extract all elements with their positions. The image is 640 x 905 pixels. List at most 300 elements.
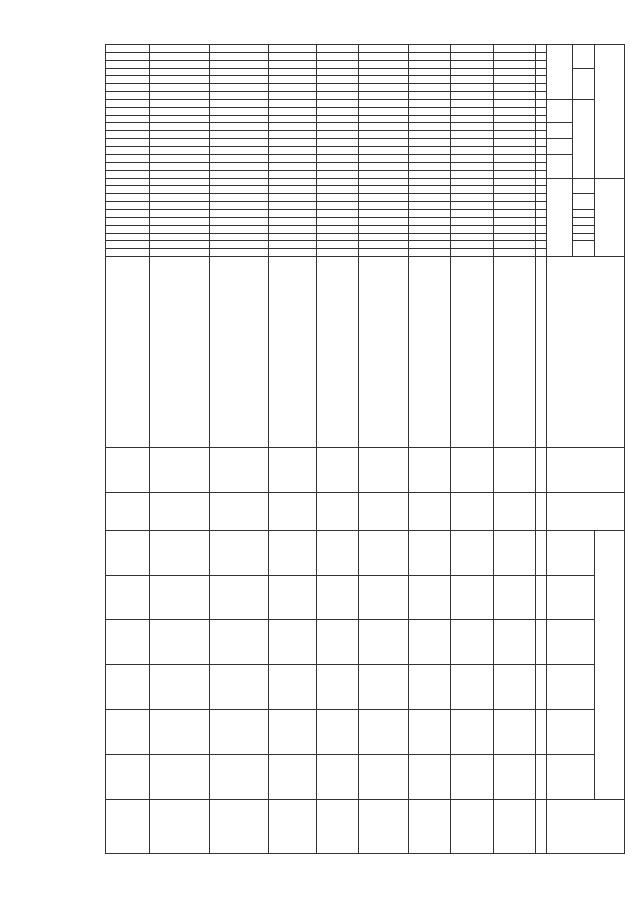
final-value-cell: [409, 799, 451, 853]
year-value-cell: [210, 710, 268, 755]
code-cell: [150, 209, 210, 217]
year-value-cell: [316, 665, 358, 710]
code-cell: [359, 107, 409, 115]
code-cell: [409, 249, 451, 257]
code-cell: [359, 209, 409, 217]
year-value-cell: [409, 620, 451, 665]
code-cell: [268, 68, 316, 76]
task-code-header: [572, 217, 594, 225]
code-cell: [359, 186, 409, 194]
code-cell: [409, 92, 451, 100]
code-cell: [316, 107, 358, 115]
code-cell: [210, 123, 268, 131]
year-header-1: [546, 530, 594, 575]
code-cell: [316, 52, 358, 60]
code-cell: [359, 178, 409, 186]
table-row: [359, 45, 409, 854]
code-cell: [316, 68, 358, 76]
code-cell: [409, 233, 451, 241]
code-cell: [493, 202, 535, 210]
code-cell: [493, 60, 535, 68]
table-row: [451, 45, 493, 854]
column-number: [535, 710, 546, 755]
program-code-header: [572, 178, 594, 194]
column-number: [535, 447, 546, 492]
code-cell: [268, 76, 316, 84]
code-cell: [106, 249, 150, 257]
code-cell: [451, 107, 493, 115]
code-cell: [316, 225, 358, 233]
code-cell: [451, 186, 493, 194]
year-value-cell: [210, 575, 268, 620]
code-cell: [316, 186, 358, 194]
code-cell: [493, 162, 535, 170]
code-cell: [451, 202, 493, 210]
year-value-cell: [268, 620, 316, 665]
code-cell: [451, 217, 493, 225]
code-cell: [316, 76, 358, 84]
subprogram-code-header: [572, 194, 594, 210]
description-cell: [451, 257, 493, 448]
description-column-header: [546, 257, 624, 448]
code-cell: [316, 92, 358, 100]
year-value-cell: [106, 665, 150, 710]
column-number: [535, 115, 546, 123]
code-cell: [359, 170, 409, 178]
year-value-cell: [150, 665, 210, 710]
year-value-cell: [316, 710, 358, 755]
code-cell: [409, 99, 451, 107]
code-cell: [493, 131, 535, 139]
code-cell: [150, 60, 210, 68]
code-cell: [359, 202, 409, 210]
code-cell: [106, 162, 150, 170]
column-number: [535, 68, 546, 76]
code-cell: [359, 194, 409, 202]
base-value-cell: [451, 492, 493, 530]
column-number: [535, 575, 546, 620]
code-cell: [451, 170, 493, 178]
code-subheader-spacer: [546, 45, 572, 100]
direction-subheader: [546, 139, 572, 155]
code-cell: [150, 202, 210, 210]
code-cell: [316, 241, 358, 249]
column-number: [535, 60, 546, 68]
code-cell: [359, 68, 409, 76]
code-cell: [359, 139, 409, 147]
code-cell: [210, 92, 268, 100]
code-cell: [359, 233, 409, 241]
code-cell: [493, 99, 535, 107]
code-cell: [210, 217, 268, 225]
base-value-cell: [493, 492, 535, 530]
code-cell: [268, 170, 316, 178]
code-cell: [316, 202, 358, 210]
code-cell: [150, 225, 210, 233]
code-cell: [210, 146, 268, 154]
code-cell: [451, 68, 493, 76]
final-value-cell: [268, 799, 316, 853]
unit-cell: [210, 447, 268, 492]
code-cell: [359, 217, 409, 225]
description-cell: [210, 257, 268, 448]
code-cell: [451, 99, 493, 107]
column-number: [535, 257, 546, 448]
code-cell: [359, 99, 409, 107]
code-cell: [316, 178, 358, 186]
code-cell: [409, 217, 451, 225]
code-cell: [268, 217, 316, 225]
code-cell: [268, 131, 316, 139]
code-cell: [316, 115, 358, 123]
code-cell: [106, 178, 150, 186]
year-value-cell: [409, 530, 451, 575]
year-value-cell: [493, 710, 535, 755]
code-cell: [268, 194, 316, 202]
code-cell: [409, 68, 451, 76]
column-number: [535, 665, 546, 710]
description-cell: [359, 257, 409, 448]
code-cell: [451, 146, 493, 154]
column-number: [535, 45, 546, 53]
code-cell: [493, 241, 535, 249]
code-cell: [106, 225, 150, 233]
code-cell: [316, 154, 358, 162]
year-value-cell: [451, 710, 493, 755]
year-value-cell: [150, 710, 210, 755]
final-value-cell: [210, 799, 268, 853]
code-cell: [493, 139, 535, 147]
code-cell: [451, 123, 493, 131]
code-cell: [210, 170, 268, 178]
column-number: [535, 202, 546, 210]
program-subheader: [546, 99, 572, 123]
year-value-cell: [316, 575, 358, 620]
code-cell: [268, 84, 316, 92]
year-value-cell: [493, 620, 535, 665]
code-cell: [409, 194, 451, 202]
column-number-row: [535, 45, 546, 854]
code-cell: [409, 146, 451, 154]
year-value-cell: [210, 754, 268, 799]
code-cell: [150, 107, 210, 115]
year-value-cell: [210, 665, 268, 710]
year-value-cell: [493, 754, 535, 799]
code-cell: [409, 76, 451, 84]
code-cell: [150, 178, 210, 186]
final-value-cell: [316, 799, 358, 853]
code-cell: [150, 249, 210, 257]
code-cell: [106, 186, 150, 194]
code-cell: [268, 115, 316, 123]
code-cell: [210, 60, 268, 68]
code-cell: [493, 217, 535, 225]
code-cell: [451, 52, 493, 60]
code-cell: [106, 76, 150, 84]
code-cell: [316, 249, 358, 257]
column-number: [535, 154, 546, 162]
code-cell: [106, 194, 150, 202]
column-number: [535, 107, 546, 115]
code-cell: [409, 84, 451, 92]
code-cell: [106, 233, 150, 241]
code-cell: [316, 146, 358, 154]
year-header-6: [546, 754, 594, 799]
code-cell: [106, 84, 150, 92]
code-cell: [268, 202, 316, 210]
column-number: [535, 123, 546, 131]
code-cell: [210, 139, 268, 147]
code-cell: [409, 123, 451, 131]
code-cell: [359, 84, 409, 92]
code-cell: [210, 186, 268, 194]
code-cell: [316, 217, 358, 225]
year-value-cell: [451, 620, 493, 665]
code-cell: [493, 52, 535, 60]
code-cell: [409, 107, 451, 115]
unit-cell: [150, 447, 210, 492]
code-cell: [409, 162, 451, 170]
year-value-cell: [359, 665, 409, 710]
code-cell: [316, 233, 358, 241]
code-cell: [451, 60, 493, 68]
code-cell: [493, 123, 535, 131]
final-value-cell: [150, 799, 210, 853]
base-value-cell: [359, 492, 409, 530]
code-cell: [210, 52, 268, 60]
year-value-cell: [451, 530, 493, 575]
description-cell: [106, 257, 150, 448]
year-value-cell: [316, 754, 358, 799]
year-value-cell: [359, 710, 409, 755]
code-cell: [210, 45, 268, 53]
code-cell: [359, 115, 409, 123]
code-cell: [359, 52, 409, 60]
code-cell: [409, 170, 451, 178]
code-cell: [210, 99, 268, 107]
code-cell: [150, 115, 210, 123]
code-cell: [409, 241, 451, 249]
description-cell: [150, 257, 210, 448]
code-cell: [451, 76, 493, 84]
code-cell: [210, 194, 268, 202]
code-cell: [409, 60, 451, 68]
code-cell: [210, 202, 268, 210]
code-cell: [316, 131, 358, 139]
code-cell: [106, 241, 150, 249]
code-cell: [316, 162, 358, 170]
code-cell: [106, 52, 150, 60]
action-code-header: [572, 233, 594, 241]
code-cell: [268, 241, 316, 249]
code-cell: [150, 194, 210, 202]
unit-cell: [451, 447, 493, 492]
final-value-column-header: [546, 799, 624, 853]
code-cell: [493, 107, 535, 115]
table-row: [268, 45, 316, 854]
code-cell: [359, 162, 409, 170]
code-cell: [210, 249, 268, 257]
code-cell: [150, 52, 210, 60]
code-cell: [210, 209, 268, 217]
code-cell: [493, 194, 535, 202]
code-cell: [359, 123, 409, 131]
year-value-cell: [409, 665, 451, 710]
column-number: [535, 620, 546, 665]
code-cell: [106, 139, 150, 147]
column-number: [535, 52, 546, 60]
code-cell: [268, 249, 316, 257]
code-cell: [451, 209, 493, 217]
code-cell: [106, 60, 150, 68]
code-cell: [451, 225, 493, 233]
column-number: [535, 209, 546, 217]
code-cell: [106, 146, 150, 154]
final-value-cell: [106, 799, 150, 853]
year-value-cell: [210, 620, 268, 665]
year-value-cell: [451, 665, 493, 710]
code-cell: [316, 84, 358, 92]
code-cell: [493, 76, 535, 84]
year-value-cell: [106, 754, 150, 799]
unit-cell: [359, 447, 409, 492]
base-value-cell: [210, 492, 268, 530]
years-group-header: [594, 530, 624, 799]
unit-column-header: [546, 447, 624, 492]
column-number: [535, 249, 546, 257]
code-cell: [106, 209, 150, 217]
code-cell: [150, 217, 210, 225]
unit-cell: [316, 447, 358, 492]
description-cell: [493, 257, 535, 448]
rotated-page: [105, 44, 625, 854]
year-value-cell: [268, 665, 316, 710]
code-cell: [268, 139, 316, 147]
code-cell: [150, 99, 210, 107]
year-value-cell: [493, 530, 535, 575]
code-cell: [268, 225, 316, 233]
code-cell: [106, 92, 150, 100]
code-cell: [106, 131, 150, 139]
unit-cell: [493, 447, 535, 492]
year-value-cell: [150, 530, 210, 575]
code-cell: [409, 115, 451, 123]
column-number: [535, 146, 546, 154]
code-cell: [210, 131, 268, 139]
code-cell: [150, 170, 210, 178]
code-cell: [268, 92, 316, 100]
year-value-cell: [150, 575, 210, 620]
table-row: [150, 45, 210, 854]
indicator-code-header: [572, 241, 594, 257]
column-number: [535, 194, 546, 202]
unit-cell: [268, 447, 316, 492]
final-value-cell: [451, 799, 493, 853]
year-value-cell: [409, 754, 451, 799]
description-cell: [316, 257, 358, 448]
base-value-cell: [268, 492, 316, 530]
code-cell: [150, 92, 210, 100]
code-cell: [150, 241, 210, 249]
code-cell: [359, 146, 409, 154]
year-value-cell: [210, 530, 268, 575]
year-value-cell: [493, 575, 535, 620]
code-cell: [493, 115, 535, 123]
code-cell: [493, 178, 535, 186]
code-cell: [451, 249, 493, 257]
column-number: [535, 92, 546, 100]
column-number: [535, 225, 546, 233]
code-cell: [150, 233, 210, 241]
column-number: [535, 754, 546, 799]
column-number: [535, 162, 546, 170]
code-cell: [150, 45, 210, 53]
year-value-cell: [106, 575, 150, 620]
code-cell: [106, 115, 150, 123]
year-value-cell: [316, 530, 358, 575]
code-cell: [409, 52, 451, 60]
code-cell: [493, 209, 535, 217]
code-cell: [210, 154, 268, 162]
code-cell: [150, 139, 210, 147]
code-cell: [409, 45, 451, 53]
code-cell: [268, 60, 316, 68]
activity-code-header: [572, 225, 594, 233]
code-cell: [210, 115, 268, 123]
code-cell: [268, 52, 316, 60]
table-row: [210, 45, 268, 854]
code-cell: [106, 99, 150, 107]
year-value-cell: [268, 754, 316, 799]
additional-subheader-spacer: [546, 178, 572, 256]
code-cell: [316, 99, 358, 107]
code-cell: [451, 45, 493, 53]
code-cell: [106, 217, 150, 225]
base-value-cell: [106, 492, 150, 530]
code-cell: [493, 233, 535, 241]
description-cell: [409, 257, 451, 448]
code-cell: [210, 241, 268, 249]
code-cell: [359, 225, 409, 233]
code-cell: [493, 225, 535, 233]
code-cell: [210, 76, 268, 84]
code-cell: [210, 225, 268, 233]
code-cell: [451, 131, 493, 139]
column-number: [535, 530, 546, 575]
column-number: [535, 139, 546, 147]
code-cell: [493, 170, 535, 178]
year-value-cell: [316, 620, 358, 665]
unit-cell: [409, 447, 451, 492]
code-cell: [409, 178, 451, 186]
column-number: [535, 131, 546, 139]
code-cell: [268, 233, 316, 241]
code-cell: [316, 123, 358, 131]
code-cell: [409, 186, 451, 194]
code-cell: [359, 131, 409, 139]
purpose-code-header: [572, 209, 594, 217]
base-value-cell: [150, 492, 210, 530]
code-cell: [268, 107, 316, 115]
code-cell: [150, 76, 210, 84]
code-cell: [150, 68, 210, 76]
code-cell: [493, 154, 535, 162]
code-cell: [150, 186, 210, 194]
code-cell: [268, 123, 316, 131]
code-cell: [150, 131, 210, 139]
base-value-cell: [409, 492, 451, 530]
code-cell: [493, 68, 535, 76]
